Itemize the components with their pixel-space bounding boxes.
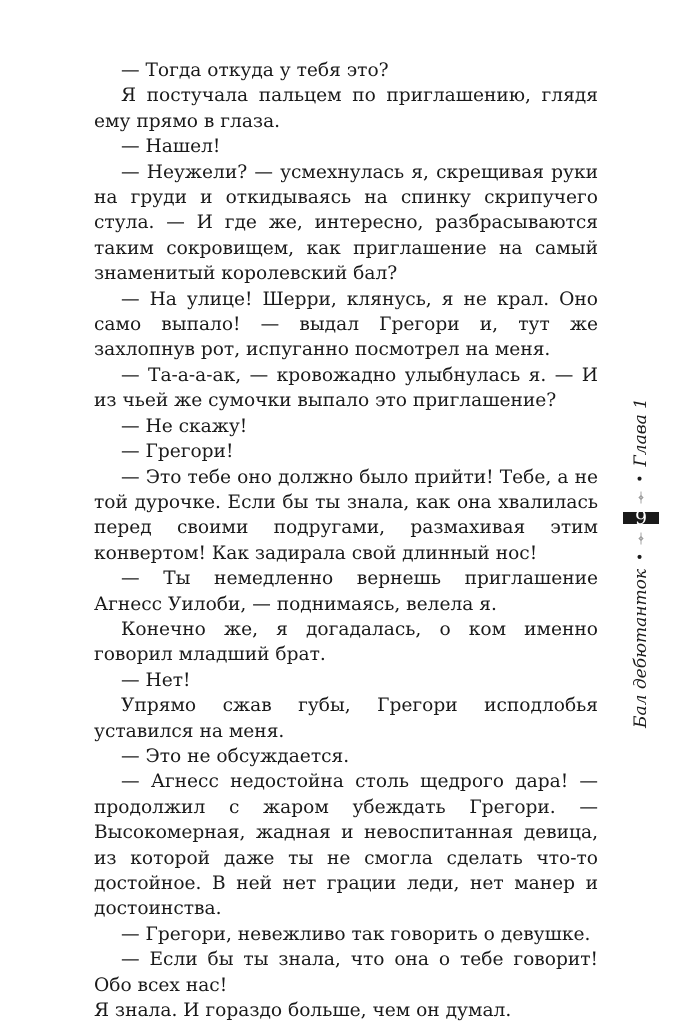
paragraph: — На улице! Шерри, клянусь, я не крал. Оно само выпало! — выдал Грегори и, тут же захлопнув рот, испуганно посмотрел на меня. (94, 288, 598, 361)
page-number-box (623, 506, 659, 529)
paragraph: — Та-а-а-ак, — кровожадно улыбнулась я. — И из чьей же сумочки выпало это приглашение? (94, 364, 598, 412)
page-body-text (94, 58, 598, 1023)
paragraph: — Неужели? — усмехнулась я, скрещивая руки на груди и откидываясь на спинку скрипучего стула. — И где же, интересно, разбрасываются таким сокровищем, как приглашение на самый знаменитый королевский бал? (94, 161, 598, 285)
bullet-icon: • (633, 552, 649, 561)
paragraph: — Не скажу! (121, 415, 248, 437)
paragraph: — Нет! (121, 669, 191, 691)
paragraph: — Грегори! (121, 441, 234, 463)
bullet-icon: • (633, 474, 649, 483)
page-number: 9 (634, 506, 648, 529)
ornament-icon (629, 491, 653, 504)
paragraph: — Агнесс недостойна столь щедрого дара! — продолжил с жаром убеждать Грегори. — Высокомерная, жадная и невоспитанная девица, из которой даже ты не смогла сделать что-то достойное. В ней нет грации леди, нет манер и достоинства. (94, 771, 598, 920)
paragraph: — Грегори, невежливо так говорить о девушке. (121, 923, 591, 945)
paragraph: Я постучала пальцем по приглашению, глядя ему прямо в глаза. (94, 85, 598, 132)
paragraph: — Это не обсуждается. (121, 745, 350, 767)
paragraph: Упрямо сжав губы, Грегори исподлобья уставился на меня. (94, 695, 598, 742)
book-title: Бал дебютанток (631, 569, 651, 728)
paragraph: Я знала. И гораздо больше, чем он думал. (94, 1000, 512, 1022)
paragraph: — Если бы ты знала, что она о тебе говорит! Обо всех нас! (94, 949, 598, 996)
paragraph: Конечно же, я догадалась, о ком именно говорил младший брат. (94, 618, 598, 666)
chapter-label: Глава 1 (631, 398, 651, 467)
paragraph: — Это тебе оно должно было прийти! Тебе, а не той дурочке. Если бы ты знала, как она хвалилась перед своими подругами, размахивая этим конвертом! Как задирала свой длинный нос! (94, 466, 598, 564)
running-header (607, 398, 675, 728)
paragraph: — Ты немедленно вернешь приглашение Агнесс Уилоби, — поднимаясь, велела я. (94, 568, 598, 615)
paragraph: — Нашел! (121, 136, 221, 158)
paragraph: — Тогда откуда у тебя это? (121, 60, 389, 81)
ornament-icon (629, 532, 653, 545)
